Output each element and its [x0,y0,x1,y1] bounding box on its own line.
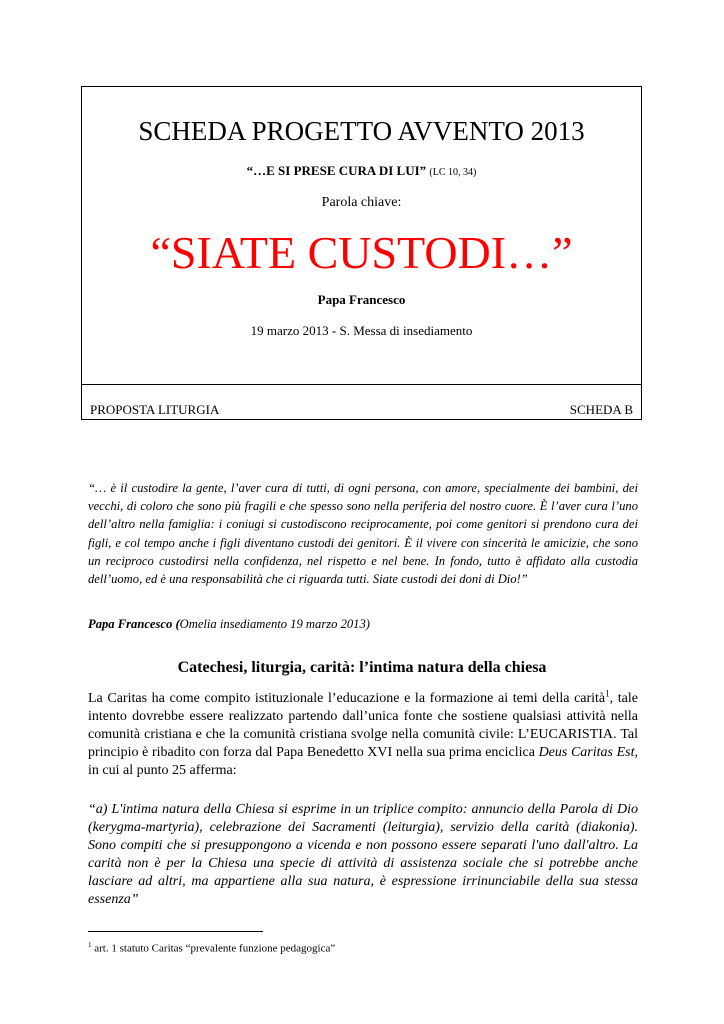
intro-attribution [88,616,370,632]
header-footer-right: SCHEDA B [569,402,633,417]
gospel-quote [82,163,641,181]
date-line: 19 marzo 2013 - S. Messa di insediamento [250,323,473,338]
body-paragraph [88,690,638,780]
attribution-source: Omelia insediamento 19 marzo 2013) [179,617,370,631]
body-text-part3: , in cui al punto 25 afferma: [88,745,638,778]
footnote [88,938,335,956]
encyclical-quote: “a) L'intima natura della Chiesa si esprime in un triplice compito: annuncio della Parola di Dio (kerygma-martyria), celebrazione dei Sacramenti (leiturgia), servizio della carità (diakonia). Sono compiti che si presuppongono a vicenda e non possono essere separati l'uno dall'altro. La carità non è per la Chiesa una specie di attività di assistenza sociale che si potrebbe anche lasciare ad altri, ma appartiene alla sua natura, è espressione irrinunciabile della sua stessa essenza” [88,802,638,907]
footnote-reference[interactable]: 1 [605,688,610,699]
document-title: SCHEDA PROGETTO AVVENTO 2013 [138,116,585,146]
gospel-quote-reference: (LC 10, 34) [429,167,477,178]
author: Papa Francesco [317,292,406,307]
encyclical-title: Deus Caritas Est [538,745,635,760]
header-footer-left: PROPOSTA LITURGIA [90,402,220,417]
footnote-text: art. 1 statuto Caritas “prevalente funzione pedagogica” [91,942,336,955]
body-text-part2: , tale intento dovrebbe essere realizzato partendo dall’unica fonte che sostiene qualsiasi attività nella comunità cristiana e che la comunità cristiana svolge nella comunità civile: L’EUCARISTIA. Tal principio è ribadito con forza dal Papa Benedetto XVI nella sua prima enciclica [88,691,638,760]
header-divider [82,384,641,385]
header-box [81,86,642,420]
section-title: Catechesi, liturgia, carità: l’intima natura della chiesa [177,659,547,676]
gospel-quote-text: “…E SI PRESE CURA DI LUI” [246,163,427,178]
attribution-name: Papa Francesco ( [88,617,180,631]
footnote-separator [88,931,263,932]
keyword-label: Parola chiave: [321,195,402,210]
intro-quote: “… è il custodire la gente, l’aver cura di tutti, di ogni persona, con amore, specialmente dei bambini, dei vecchi, di coloro che sono più fragili e che spesso sono nella periferia del nostro cuore. È l’aver cura l’uno dell’altro nella famiglia: i coniugi si custodiscono reciprocamente, poi come genitori si prendono cura dei figli, e col tempo anche i figli diventano custodi dei genitori. È il vivere con sincerità le amicizie, che sono un reciproco custodirsi nella confidenza, nel rispetto e nel bene. In fondo, tutto è affidato alla custodia dell’uomo, ed è una responsabilità che ci riguarda tutti. Siate custodi dei doni di Dio!” [88,481,638,587]
body-text-part1: La Caritas ha come compito istituzionale l’educazione e la formazione ai temi della carità [88,691,606,706]
footnote-mark: 1 [88,941,92,949]
motto: “SIATE CUSTODI…” [150,227,573,278]
